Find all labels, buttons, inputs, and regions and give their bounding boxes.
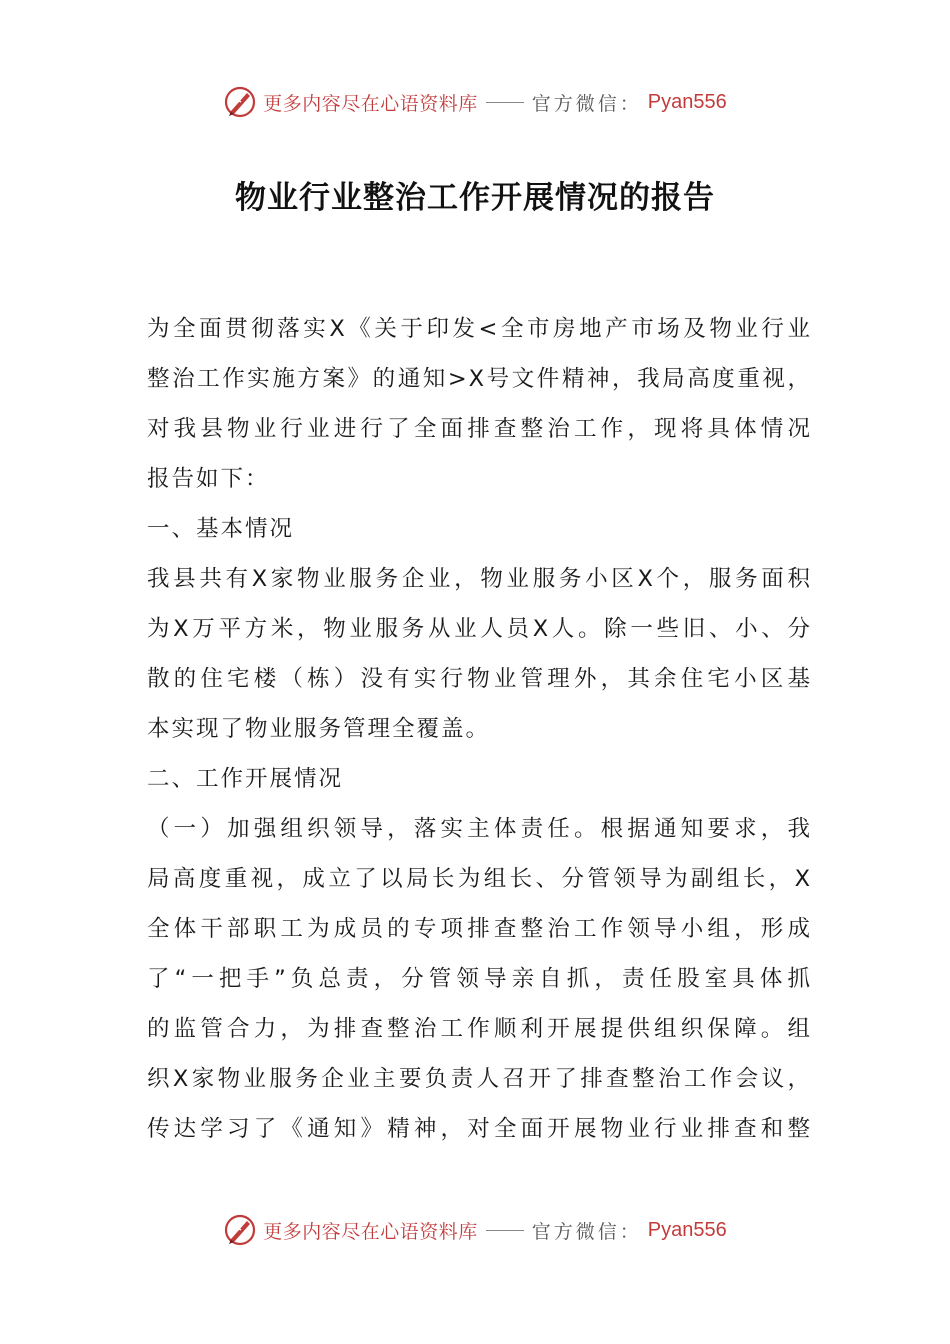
body-line: 全体干部职工为成员的专项排查整治工作领导小组，形成	[147, 916, 812, 942]
body-line: 织X家物业服务企业主要负责人召开了排查整治工作会议，	[147, 1066, 812, 1092]
body-line: 局高度重视，成立了以局长为组长、分管领导为副组长，X	[147, 866, 812, 892]
section-heading-basic: 一、基本情况	[147, 516, 295, 542]
body-line: 的监管合力，为排查整治工作顺利开展提供组织保障。组	[147, 1016, 812, 1042]
banner-slogan: 更多内容尽在心语资料库	[263, 92, 478, 115]
banner-label: 官方微信：	[531, 1220, 642, 1243]
body-line: （一）加强组织领导，落实主体责任。根据通知要求，我	[147, 816, 812, 842]
body-line: 本实现了物业服务管理全覆盖。	[147, 716, 491, 742]
banner-wechat-id: Pyan556	[647, 90, 727, 113]
body-line: 整治工作实施方案》的通知>X号文件精神，我局高度重视，	[147, 366, 812, 392]
document-body	[147, 304, 812, 1154]
document-title: 物业行业整治工作开展情况的报告	[235, 180, 715, 216]
pen-logo-icon	[223, 85, 257, 119]
body-line: 散的住宅楼（栋）没有实行物业管理外，其余住宅小区基	[147, 666, 812, 692]
section-heading-work: 二、工作开展情况	[147, 766, 344, 792]
banner-dash-divider	[486, 1230, 524, 1231]
pen-logo-icon	[223, 1213, 257, 1247]
banner-label: 官方微信：	[531, 92, 642, 115]
body-line: 对我县物业行业进行了全面排查整治工作，现将具体情况	[147, 416, 812, 442]
body-line: 为X万平方米，物业服务从业人员X人。除一些旧、小、分	[147, 616, 812, 642]
banner-dash-divider	[486, 102, 524, 103]
body-line: 我县共有X家物业服务企业，物业服务小区X个，服务面积	[147, 566, 812, 592]
footer-watermark-banner	[0, 1208, 950, 1252]
body-line: 为全面贯彻落实X《关于印发<全市房地产市场及物业行业	[147, 316, 812, 342]
banner-wechat-id: Pyan556	[647, 1218, 727, 1241]
header-watermark-banner	[0, 80, 950, 124]
body-line: 了“一把手”负总责，分管领导亲自抓，责任股室具体抓	[147, 966, 812, 992]
body-line: 传达学习了《通知》精神，对全面开展物业行业排查和整	[147, 1116, 812, 1142]
body-line: 报告如下：	[147, 466, 270, 492]
banner-slogan: 更多内容尽在心语资料库	[263, 1220, 478, 1243]
